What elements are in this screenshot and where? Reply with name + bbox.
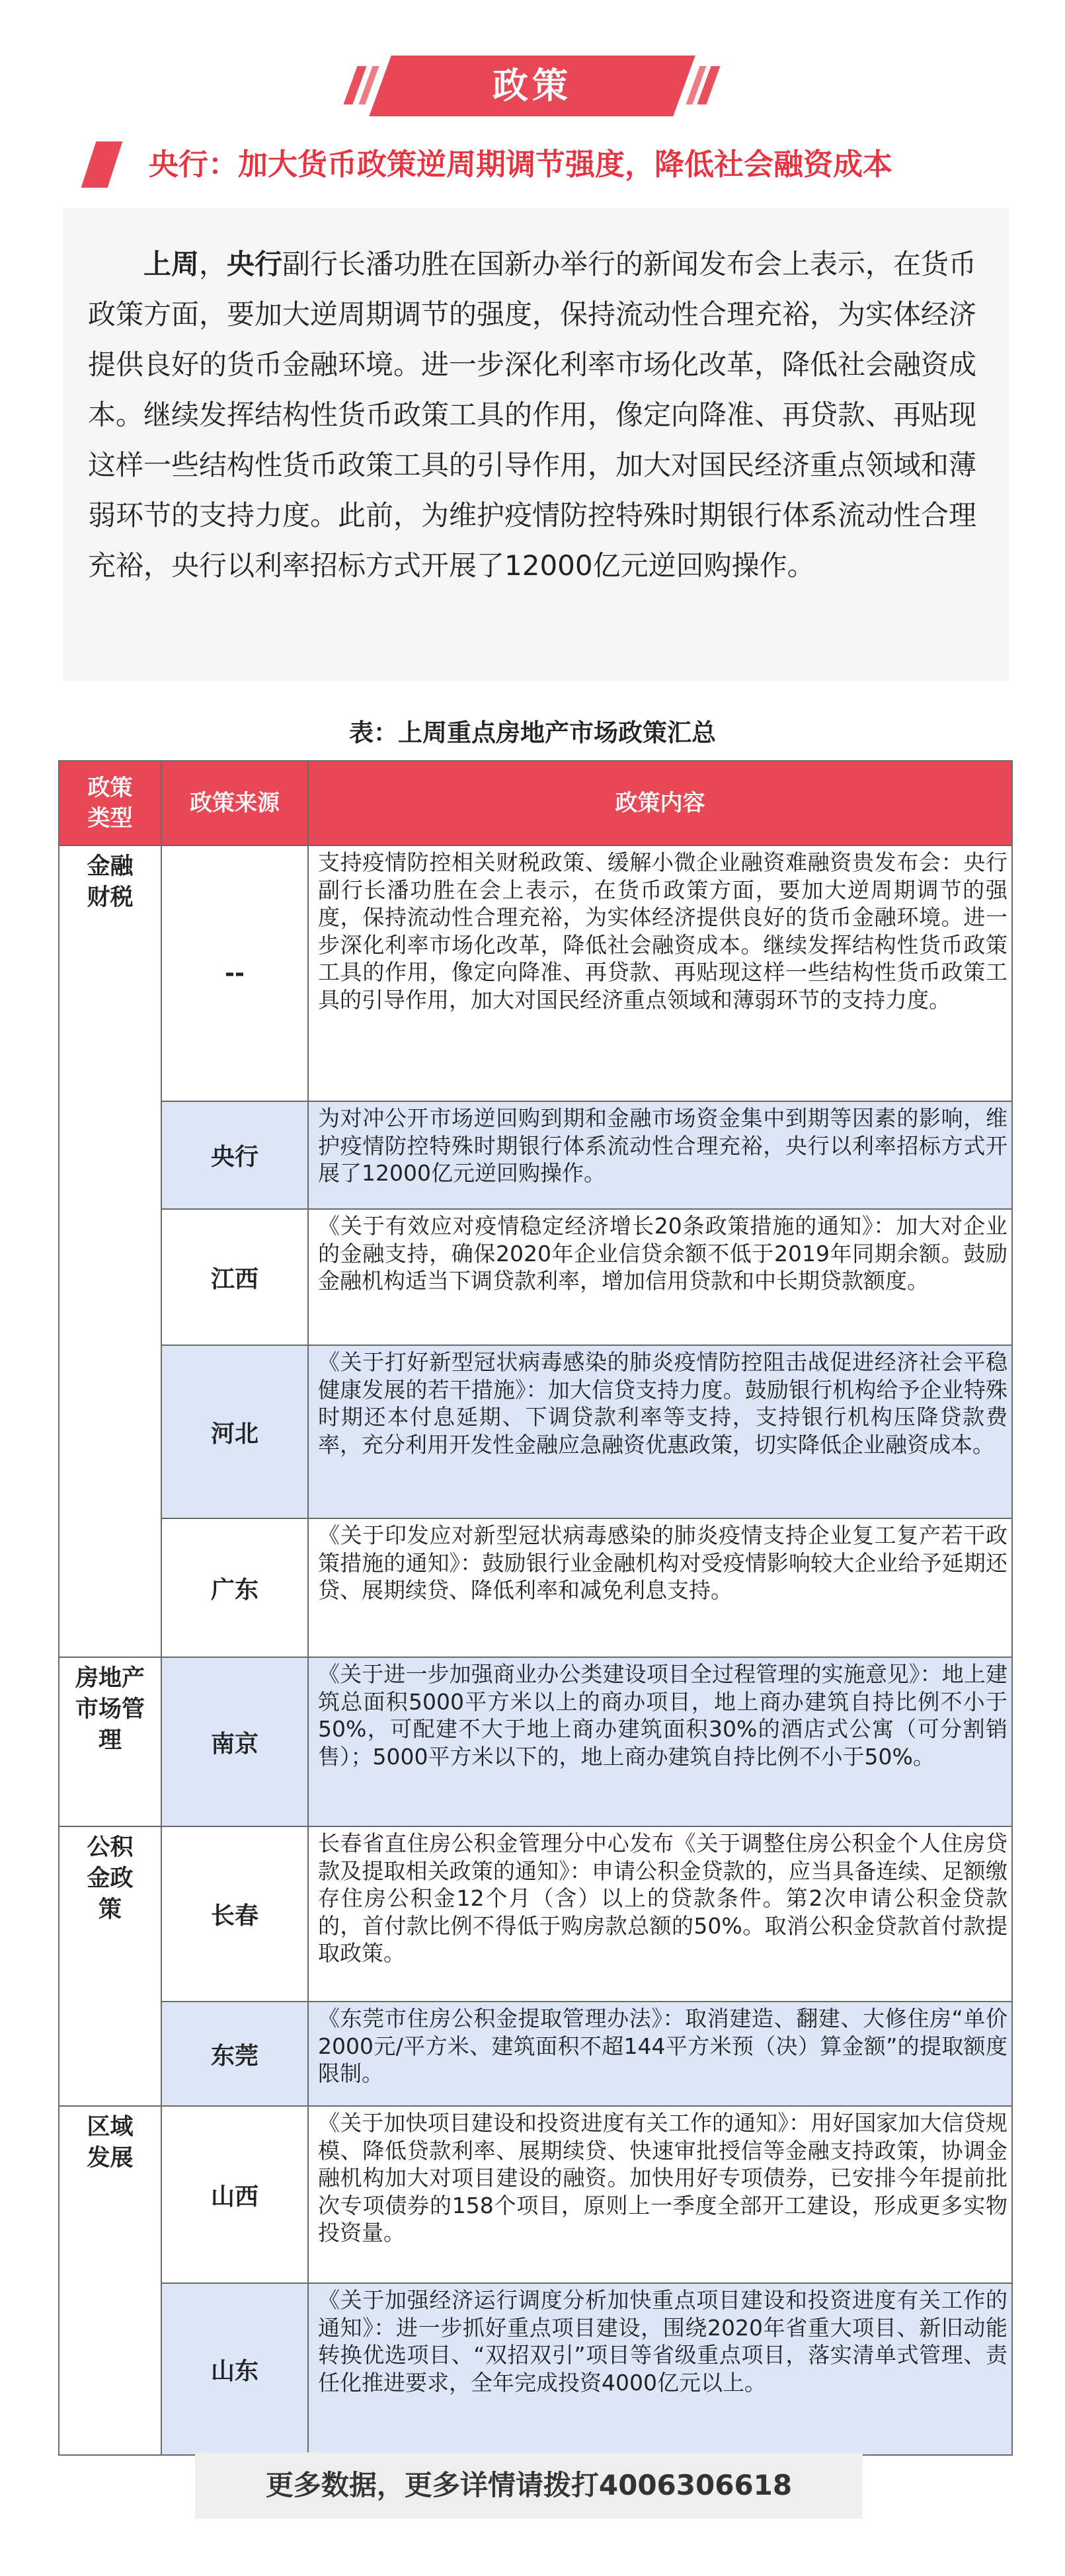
policy-type-cell: 金融财税 — [59, 845, 161, 1657]
paragraph-body: 副行长潘功胜在国新办举行的新闻发布会上表示，在货币政策方面，要加大逆周期调节的强度，保持流动性合理充裕，为实体经济提供良好的货币金融环境。进一步深化利率市场化改革，降低社会融资成本。继续发挥结构性货币政策工具的作用，像定向降准、再贷款、再贴现这样一些结构性货币政策工具的引导作用，加大对国民经济重点领域和薄弱环节的支持力度。此前，为维护疫情防控特殊时期银行体系流动性合理充裕，央行以利率招标方式开展了12000亿元逆回购操作。 — [88, 248, 977, 582]
subheading-text: 央行：加大货币政策逆周期调节强度，降低社会融资成本 — [149, 147, 893, 182]
policy-content-cell: 《关于加快项目建设和投资进度有关工作的通知》：用好国家加大信贷规模、降低贷款利率、展期续贷、快速审批授信等金融支持政策，协调金融机构加大对项目建设的融资。加快用好专项债券，已安排今年提前批次专项债券的158个项目，原则上一季度全部开工建设，形成更多实物投资量。 — [308, 2106, 1012, 2283]
top-banner — [0, 0, 1065, 155]
policy-content-cell: 《东莞市住房公积金提取管理办法》：取消建造、翻建、大修住房“单价2000元/平方米、建筑面积不超144平方米预（决）算金额”的提取额度限制。 — [308, 2002, 1012, 2106]
table-row — [59, 1657, 1012, 1826]
policy-source-cell: 东莞 — [161, 2002, 308, 2106]
lead-week: 上周 — [143, 248, 200, 280]
policy-source-cell: 南京 — [161, 1657, 308, 1826]
table-row — [59, 1518, 1012, 1657]
summary-paragraph — [88, 239, 1000, 591]
policy-type-cell: 区域发展 — [59, 2106, 161, 2455]
lead-org: 央行 — [227, 248, 283, 280]
policy-type-cell: 房地产市场管理 — [59, 1657, 161, 1826]
policy-source-cell: 山东 — [161, 2283, 308, 2455]
policy-table — [58, 760, 1013, 2456]
table-header-row — [59, 761, 1012, 845]
table-row — [59, 1101, 1012, 1209]
subheading — [86, 137, 1011, 192]
table-row — [59, 2002, 1012, 2106]
policy-source-cell: -- — [161, 845, 308, 1101]
policy-content-cell: 支持疫情防控相关财税政策、缓解小微企业融资难融资贵发布会：央行副行长潘功胜在会上表示，在货币政策方面，要加大逆周期调节的强度，保持流动性合理充裕，为实体经济提供良好的货币金融环境。进一步深化利率市场化改革，降低社会融资成本。继续发挥结构性货币政策工具的作用，像定向降准、再贷款、再贴现这样一些结构性货币政策工具的引导作用，加大对国民经济重点领域和薄弱环节的支持力度。 — [308, 845, 1012, 1101]
policy-content-cell: 《关于加强经济运行调度分析加快重点项目建设和投资进度有关工作的通知》：进一步抓好重点项目建设，围绕2020年省重大项目、新旧动能转换优选项目、“双招双引”项目等省级重点项目，落实清单式管理、责任化推进要求，全年完成投资4000亿元以上。 — [308, 2283, 1012, 2455]
table-row — [59, 2106, 1012, 2283]
policy-content-cell: 《关于进一步加强商业办公类建设项目全过程管理的实施意见》：地上建筑总面积5000平方米以上的商办项目，地上商办建筑自持比例不小于50%，可配建不大于地上商办建筑面积30%的酒店式公寓（可分割销售）；5000平方米以下的，地上商办建筑自持比例不小于50%。 — [308, 1657, 1012, 1826]
section-title: 政策 — [493, 65, 572, 106]
header-policy-content: 政策内容 — [308, 761, 1012, 845]
table-row — [59, 1345, 1012, 1518]
policy-source-cell: 河北 — [161, 1345, 308, 1518]
policy-source-cell: 江西 — [161, 1209, 308, 1345]
footer-bar — [195, 2452, 863, 2518]
policy-content-cell: 长春省直住房公积金管理分中心发布《关于调整住房公积金个人住房贷款及提取相关政策的通知》：申请公积金贷款的，应当具备连续、足额缴存住房公积金12个月（含）以上的贷款条件。第2次申请公积金贷款的，首付款比例不得低于购房款总额的50%。取消公积金贷款首付款提取政策。 — [308, 1826, 1012, 2002]
footer-hotline-text: 更多数据，更多详情请拨打4006306618 — [265, 2469, 793, 2501]
policy-content-cell: 《关于打好新型冠状病毒感染的肺炎疫情防控阻击战促进经济社会平稳健康发展的若干措施》：加大信贷支持力度。鼓励银行机构给予企业特殊时期还本付息延期、下调贷款利率等支持，支持银行机构压降贷款费率，充分利用开发性金融应急融资优惠政策，切实降低企业融资成本。 — [308, 1345, 1012, 1518]
policy-type-cell: 公积金政策 — [59, 1826, 161, 2106]
summary-paragraph-block — [63, 208, 1009, 681]
subheading-flag-icon — [81, 141, 123, 188]
table-title: 表：上周重点房地产市场政策汇总 — [349, 719, 716, 747]
policy-source-cell: 山西 — [161, 2106, 308, 2283]
policy-source-cell: 央行 — [161, 1101, 308, 1209]
lead-sep: ， — [199, 248, 227, 280]
policy-content-cell: 《关于印发应对新型冠状病毒感染的肺炎疫情支持企业复工复产若干政策措施的通知》：鼓励银行业金融机构对受疫情影响较大企业给予延期还贷、展期续贷、降低利率和减免利息支持。 — [308, 1518, 1012, 1657]
policy-source-cell: 长春 — [161, 1826, 308, 2002]
header-policy-source: 政策来源 — [161, 761, 308, 845]
policy-source-cell: 广东 — [161, 1518, 308, 1657]
table-row — [59, 2283, 1012, 2455]
policy-content-cell: 《关于有效应对疫情稳定经济增长20条政策措施的通知》：加大对企业的金融支持，确保2020年企业信贷余额不低于2019年同期余额。鼓励金融机构适当下调贷款利率，增加信用贷款和中长期贷款额度。 — [308, 1209, 1012, 1345]
header-policy-type: 政策类型 — [59, 761, 161, 845]
policy-content-cell: 为对冲公开市场逆回购到期和金融市场资金集中到期等因素的影响，维护疫情防控特殊时期银行体系流动性合理充裕，央行以利率招标方式开展了12000亿元逆回购操作。 — [308, 1101, 1012, 1209]
table-row — [59, 1209, 1012, 1345]
table-row — [59, 1826, 1012, 2002]
table-row — [59, 845, 1012, 1101]
